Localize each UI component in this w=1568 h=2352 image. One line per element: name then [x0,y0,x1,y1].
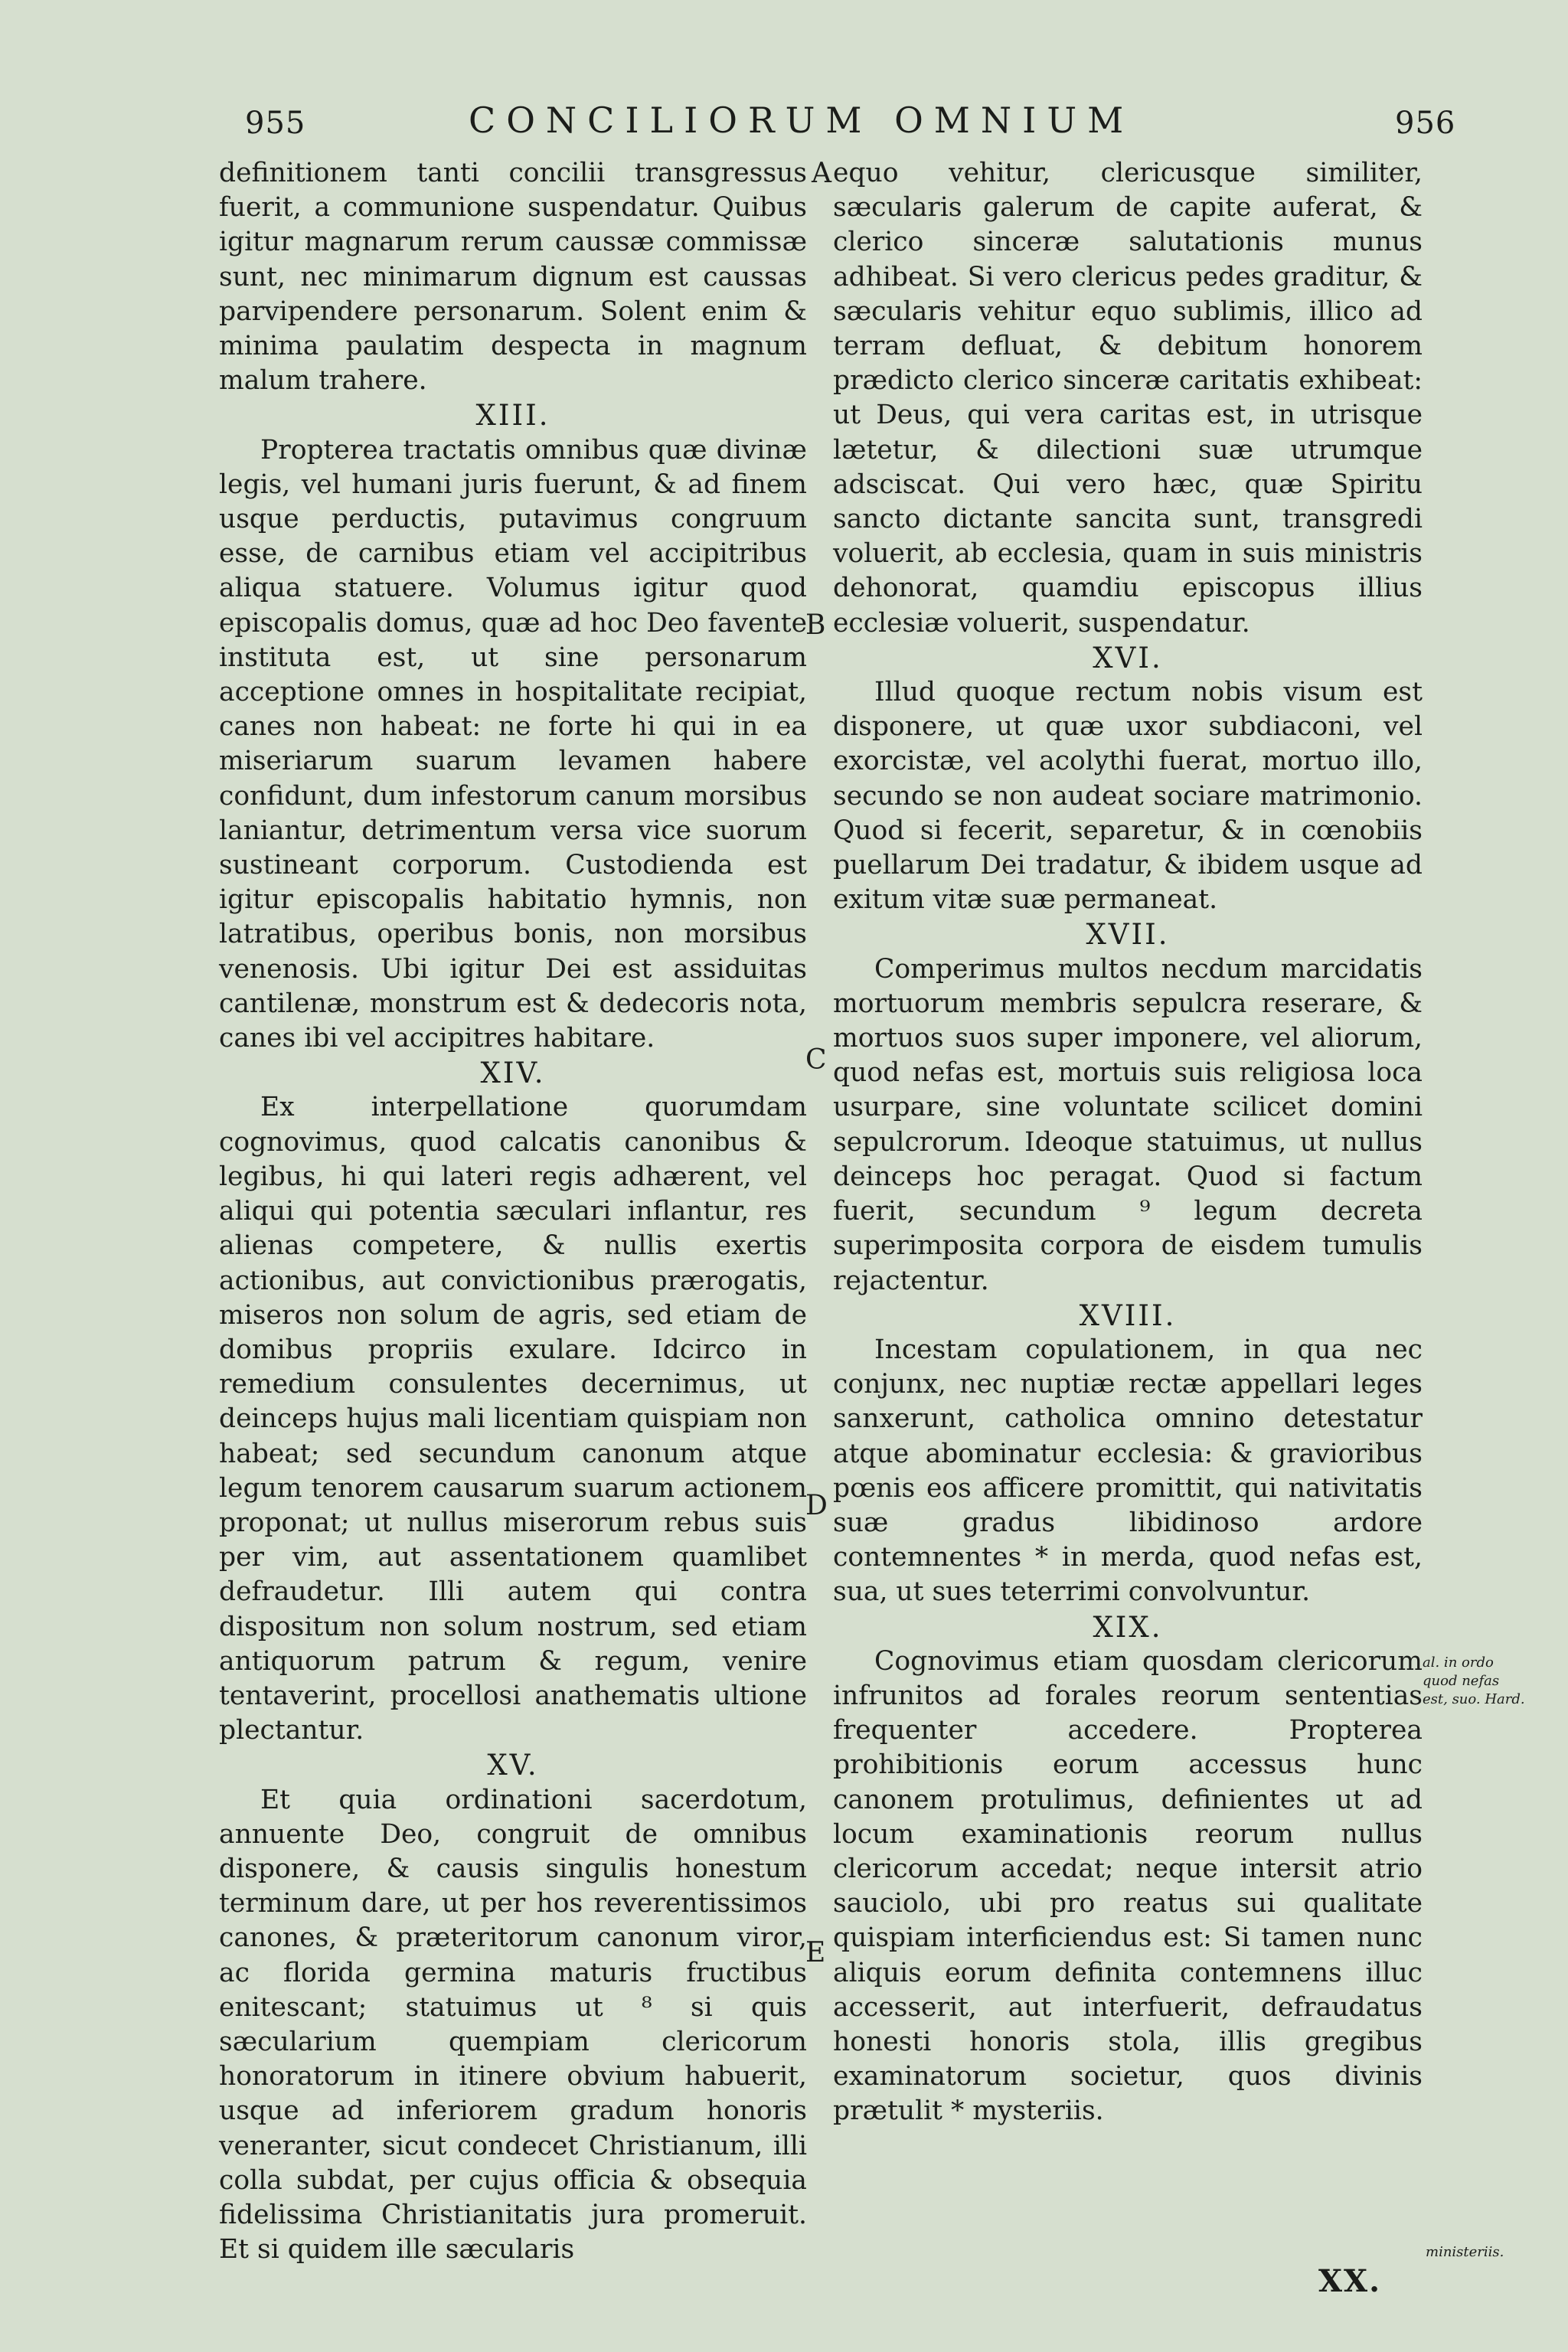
paragraph: equo vehitur, clericusque similiter, sæcularis galerum de capite auferat, & clerico sinceræ salutationis munus adhibeat. Si vero clericus pedes graditur, & sæcularis vehitur equo sublimis, illico ad terram defluat, & debitum honorem prædicto clerico sinceræ caritatis exhibeat: ut Deus, qui vera caritas est, in utrisque lætetur, & dilectioni suæ utrumque adsciscat. Qui vero hæc, quæ Spiritu sancto dictante sancita sunt, transgredi voluerit, ab ecclesia, quam in suis ministris dehonorat, quamdiu episcopus illius ecclesiæ voluerit, suspendatur. [833,158,1423,639]
paragraph: Et quia ordinationi sacerdotum, annuente Deo, congruit de omnibus disponere, & causis singulis honestum terminum dare, ut per hos reverentissimos canones, & præteritorum canonum viror, ac florida germina maturis fructibus enitescant; statuimus ut ⁸ si quis sæcularium quempiam clericorum honoratorum in itinere obvium habuerit, usque ad inferiorem gradum honoris veneranter, sicut condecet Christianum, illi colla subdat, per cujus officia & obsequia fidelissima Christianitatis jura promeruit. Et si quidem ille sæcularis [219,1784,807,2265]
section-heading: XIX. [1093,1610,1163,1644]
section-heading: XIII. [475,399,550,433]
section-heading: XIV. [480,1057,546,1090]
paragraph: Propterea tractatis omnibus quæ divinæ legis, vel humani juris fuerunt, & ad finem usque perductis, putavimus congruum esse, de carnibus etiam vel accipitribus aliqua statuere. Volumus igitur quod episcopalis domus, quæ ad hoc Deo favente instituta est, ut sine personarum acceptione omnes in hospitalitate recipiat, canes non habeat: ne forte hi qui in ea miseriarum suarum levamen habere confidunt, dum infestorum canum morsibus laniantur, detrimentum versa vice suorum sustineant corporum. Custodienda est igitur episcopalis habitatio hymnis, non latratibus, operibus bonis, non morsibus venenosis. Ubi igitur Dei est assiduitas cantilenæ, monstrum est & dedecoris nota, canes ibi vel accipitres habitare. [219,434,807,1054]
section-heading: XVIII. [1079,1298,1177,1332]
paragraph: Comperimus multos necdum marcidatis mortuorum membris sepulcra reserare, & mortuos suos super imponere, vel aliorum, quod nefas est, mortuis suis religiosa loca usurpare, sine voluntate scilicet domini sepulcrorum. Ideoque statuimus, ut nullus deinceps hoc peragat. Quod si factum fuerit, secundum ⁹ legum decreta superimposita corpora de eisdem tumulis rejactentur. [833,953,1423,1296]
margin-note-ministeriis: ministeriis. [1426,2244,1504,2260]
paragraph: Illud quoque rectum nobis visum est disponere, ut quæ uxor subdiaconi, vel exorcistæ, vel acolythi fuerat, mortuo illo, secundo se non audeat sociare matrimonio. Quod si fecerit, separetur, & in cœnobiis puellarum Dei tradatur, & ibidem usque ad exitum vitæ suæ permaneat. [833,677,1423,916]
paragraph: Incestam copulationem, in qua nec conjunx, nec nuptiæ rectæ appellari leges sanxerunt, catholica omnino detestatur atque abominatur ecclesia: & gravioribus pœnis eos afficere promittit, qui nativitatis suæ gradus libidinoso ardore contemnentes * in merda, quod nefas est, sua, ut sues teterrimi convolvuntur. [833,1334,1423,1608]
section-marker-b: B [805,609,826,641]
right-column [833,156,1423,2129]
running-header [0,100,1568,152]
section-heading: XV. [487,1749,539,1782]
running-title: CONCILIORUM OMNIUM [469,100,1135,141]
left-column [219,156,807,2267]
paragraph: Cognovimus etiam quosdam clericorum infrunitos ad forales reorum sententias frequenter accedere. Propterea prohibitionis eorum accessus hunc canonem protulimus, definientes ut ad locum examinationis reorum nullus clericorum accedat; neque intersit atrio sauciolo, ubi pro reatus sui qualitate quispiam interficiendus est: Si tamen nunc aliquis eorum definita contemnens illuc accesserit, aut interfuerit, defraudatus honesti honoris stola, illis gregibus examinatorum societur, quos divinis prætulit * mysteriis. [833,1645,1423,2127]
paragraph: definitionem tanti concilii transgressus fuerit, a communione suspendatur. Quibus igitur magnarum rerum caussæ commissæ sunt, nec minimarum dignum est caussas parvipendere personarum. Solent enim & minima paulatim despecta in magnum malum trahere. [219,158,807,397]
paragraph: Ex interpellatione quorumdam cognovimus, quod calcatis canonibus & legibus, hi qui lateri regis adhærent, vel aliqui qui potentia sæculari inflantur, res alienas competere, & nullis exertis actionibus, aut convictionibus prærogatis, miseros non solum de agris, sed etiam de domibus propriis exulare. Idcirco in remedium consulentes decernimus, ut deinceps hujus mali licentiam quispiam non habeat; sed secundum canonum atque legum tenorem causarum suarum actionem proponat; ut nullus miserorum rebus suis per vim, aut assentationem quamlibet defraudetur. Illi autem qui contra dispositum non solum nostrum, sed etiam antiquorum patrum & regum, venire tentaverint, procellosi anathematis ultione plectantur. [219,1092,807,1746]
margin-note-line: quod nefas [1423,1673,1500,1689]
section-marker-e: E [805,1937,826,1968]
section-heading: XVII. [1086,918,1170,952]
margin-note [1423,1654,1525,1709]
margin-note-line: est, suo. Hard. [1423,1691,1525,1707]
section-heading: XVI. [1093,641,1163,675]
margin-note-line: al. in ordo [1423,1655,1494,1671]
section-marker-d: D [805,1490,828,1521]
catchword: XX. [1318,2263,1381,2299]
section-marker-c: C [805,1044,827,1076]
page-number-left: 955 [245,106,306,141]
page-number-right: 956 [1395,106,1456,141]
section-marker-a: A [812,158,831,189]
